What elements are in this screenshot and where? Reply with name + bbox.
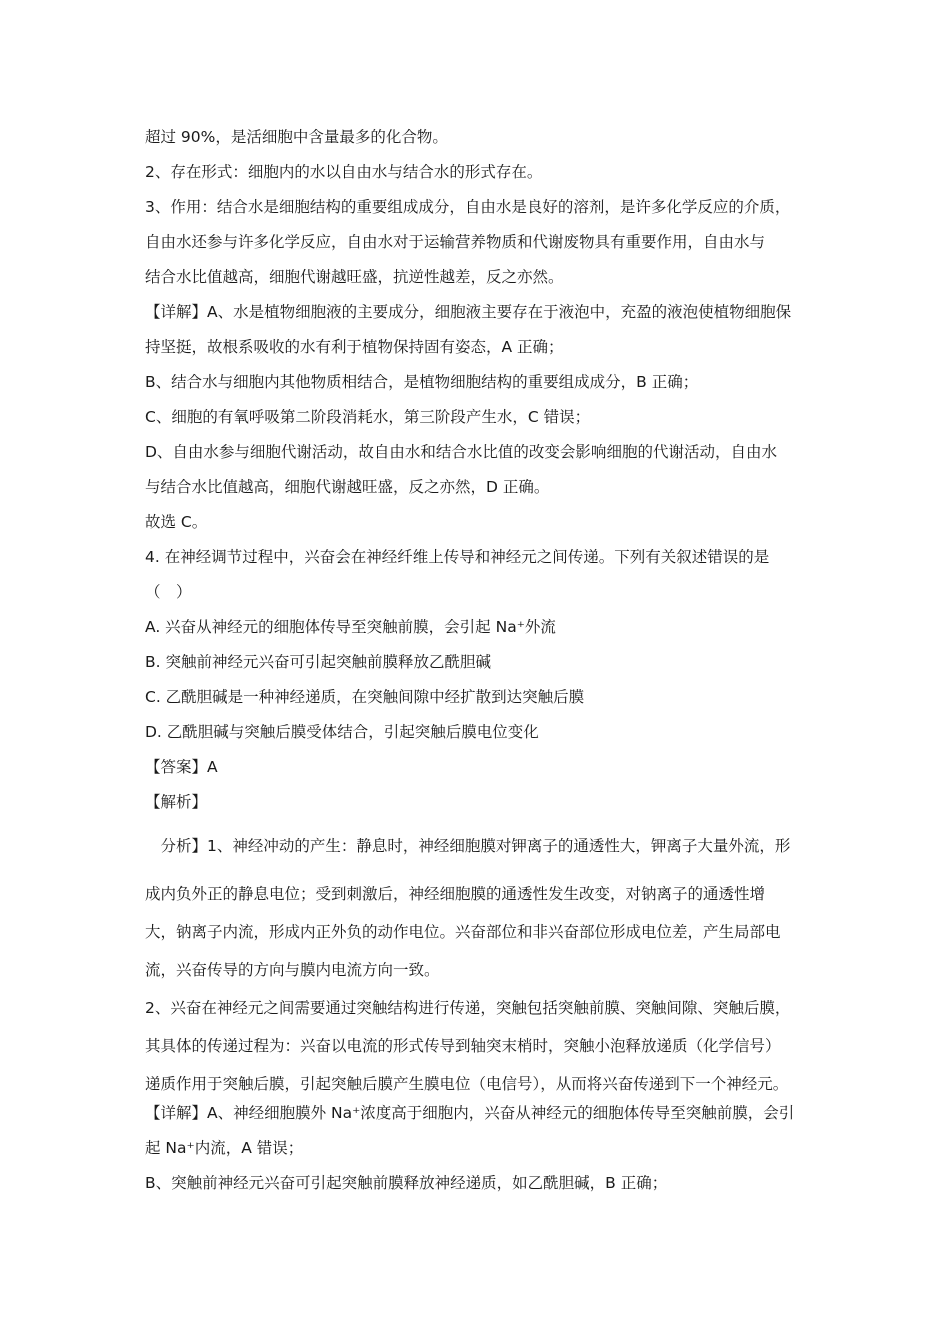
text-line: 2、存在形式：细胞内的水以自由水与结合水的形式存在。 <box>145 163 543 181</box>
question-stem: 4. 在神经调节过程中，兴奋会在神经纤维上传导和神经元之间传递。下列有关叙述错误的是 <box>145 548 770 566</box>
text-line: 递质作用于突触后膜，引起突触后膜产生膜电位（电信号），从而将兴奋传递到下一个神经元。 <box>145 1075 789 1093</box>
text-line: B、突触前神经元兴奋可引起突触前膜释放神经递质，如乙酰胆碱，B 正确； <box>145 1174 668 1192</box>
text-line: 起 Na⁺内流，A 错误； <box>145 1139 304 1157</box>
text-line: 3、作用：结合水是细胞结构的重要组成成分，自由水是良好的溶剂，是许多化学反应的介质， <box>145 198 791 216</box>
question-paren: （ ） <box>145 583 192 601</box>
text-line: 自由水还参与许多化学反应，自由水对于运输营养物质和代谢废物具有重要作用，自由水与 <box>145 233 766 251</box>
text-line: 结合水比值越高，细胞代谢越旺盛，抗逆性越差，反之亦然。 <box>145 268 564 286</box>
text-line: 成内负外正的静息电位；受到刺激后，神经细胞膜的通透性发生改变，对钠离子的通透性增 <box>145 885 766 903</box>
text-line: 与结合水比值越高，细胞代谢越旺盛，反之亦然，D 正确。 <box>145 478 550 496</box>
text-line: C、细胞的有氧呼吸第二阶段消耗水，第三阶段产生水，C 错误； <box>145 408 591 426</box>
text-line: 【详解】A、神经细胞膜外 Na⁺浓度高于细胞内，兴奋从神经元的细胞体传导至突触前膜，会引 <box>145 1104 795 1122</box>
text-line: 故选 C。 <box>145 513 208 531</box>
analysis-heading: 【解析】 <box>145 793 208 811</box>
option-b: B. 突触前神经元兴奋可引起突触前膜释放乙酰胆碱 <box>145 653 491 671</box>
text-line: 超过 90%，是活细胞中含量最多的化合物。 <box>145 128 448 146</box>
text-line: 持坚挺，故根系吸收的水有利于植物保持固有姿态，A 正确； <box>145 338 564 356</box>
text-line: 流，兴奋传导的方向与膜内电流方向一致。 <box>145 961 440 979</box>
text-line: B、结合水与细胞内其他物质相结合，是植物细胞结构的重要组成成分，B 正确； <box>145 373 699 391</box>
text-line: 其具体的传递过程为：兴奋以电流的形式传导到轴突末梢时，突触小泡释放递质（化学信号） <box>145 1037 781 1055</box>
option-d: D. 乙酰胆碱与突触后膜受体结合，引起突触后膜电位变化 <box>145 723 539 741</box>
text-line: 分析】1、神经冲动的产生：静息时，神经细胞膜对钾离子的通透性大，钾离子大量外流，形 <box>145 837 791 855</box>
text-line: 大，钠离子内流，形成内正外负的动作电位。兴奋部位和非兴奋部位形成电位差，产生局部电 <box>145 923 781 941</box>
text-line: D、自由水参与细胞代谢活动，故自由水和结合水比值的改变会影响细胞的代谢活动，自由水 <box>145 443 777 461</box>
text-line: 【详解】A、水是植物细胞液的主要成分，细胞液主要存在于液泡中，充盈的液泡使植物细胞保 <box>145 303 792 321</box>
option-c: C. 乙酰胆碱是一种神经递质，在突触间隙中经扩散到达突触后膜 <box>145 688 585 706</box>
option-a: A. 兴奋从神经元的细胞体传导至突触前膜，会引起 Na⁺外流 <box>145 618 556 636</box>
text-line: 2、兴奋在神经元之间需要通过突触结构进行传递，突触包括突触前膜、突触间隙、突触后膜， <box>145 999 791 1017</box>
answer-line: 【答案】A <box>145 758 218 776</box>
